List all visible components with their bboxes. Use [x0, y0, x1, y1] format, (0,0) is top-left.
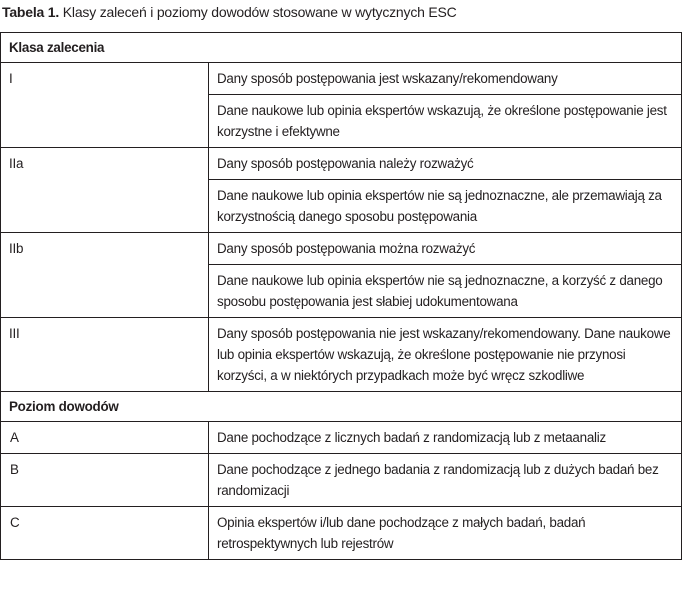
class-cell: IIa: [1, 148, 209, 233]
table-row: [1, 507, 682, 560]
section-header-row: [1, 392, 682, 422]
class-cell: III: [1, 318, 209, 392]
table-row: [1, 454, 682, 507]
level-cell: C: [1, 507, 209, 560]
class-cell: I: [1, 63, 209, 148]
table-caption: [2, 3, 457, 21]
table-row: [1, 148, 682, 180]
class-cell: IIb: [1, 233, 209, 318]
section-header-evidence: Poziom dowodów: [1, 392, 682, 422]
caption-label: Tabela 1.: [2, 4, 60, 20]
level-cell: A: [1, 422, 209, 454]
description-cell: Dany sposób postępowania nie jest wskazany/rekomendowany. Dane naukowe lub opinia ekspertów wskazują, że określone postępowanie nie przynosi korzyści, a w niektórych przypadkach może być wręcz szkodliwe: [209, 318, 682, 392]
table-row: [1, 63, 682, 95]
level-cell: B: [1, 454, 209, 507]
description-cell: Dany sposób postępowania można rozważyć: [209, 233, 682, 265]
description-cell: Dane naukowe lub opinia ekspertów nie są jednoznaczne, a korzyść z danego sposobu postępowania jest słabiej udokumentowana: [209, 265, 682, 318]
description-cell: Opinia ekspertów i/lub dane pochodzące z małych badań, badań retrospektywnych lub rejestrów: [209, 507, 682, 560]
table-row: [1, 422, 682, 454]
description-cell: Dane pochodzące z licznych badań z randomizacją lub z metaanaliz: [209, 422, 682, 454]
description-cell: Dany sposób postępowania jest wskazany/rekomendowany: [209, 63, 682, 95]
description-cell: Dane pochodzące z jednego badania z randomizacją lub z dużych badań bez randomizacji: [209, 454, 682, 507]
section-header-recommendation: Klasa zalecenia: [1, 33, 682, 63]
table-row: [1, 233, 682, 265]
description-cell: Dany sposób postępowania należy rozważyć: [209, 148, 682, 180]
description-cell: Dane naukowe lub opinia ekspertów wskazują, że określone postępowanie jest korzystne i efektywne: [209, 95, 682, 148]
table-row: [1, 318, 682, 392]
caption-text: Klasy zaleceń i poziomy dowodów stosowane w wytycznych ESC: [62, 4, 457, 20]
description-cell: Dane naukowe lub opinia ekspertów nie są jednoznaczne, ale przemawiają za korzystnością danego sposobu postępowania: [209, 180, 682, 233]
section-header-row: [1, 33, 682, 63]
recommendation-classes-table: [0, 32, 682, 560]
